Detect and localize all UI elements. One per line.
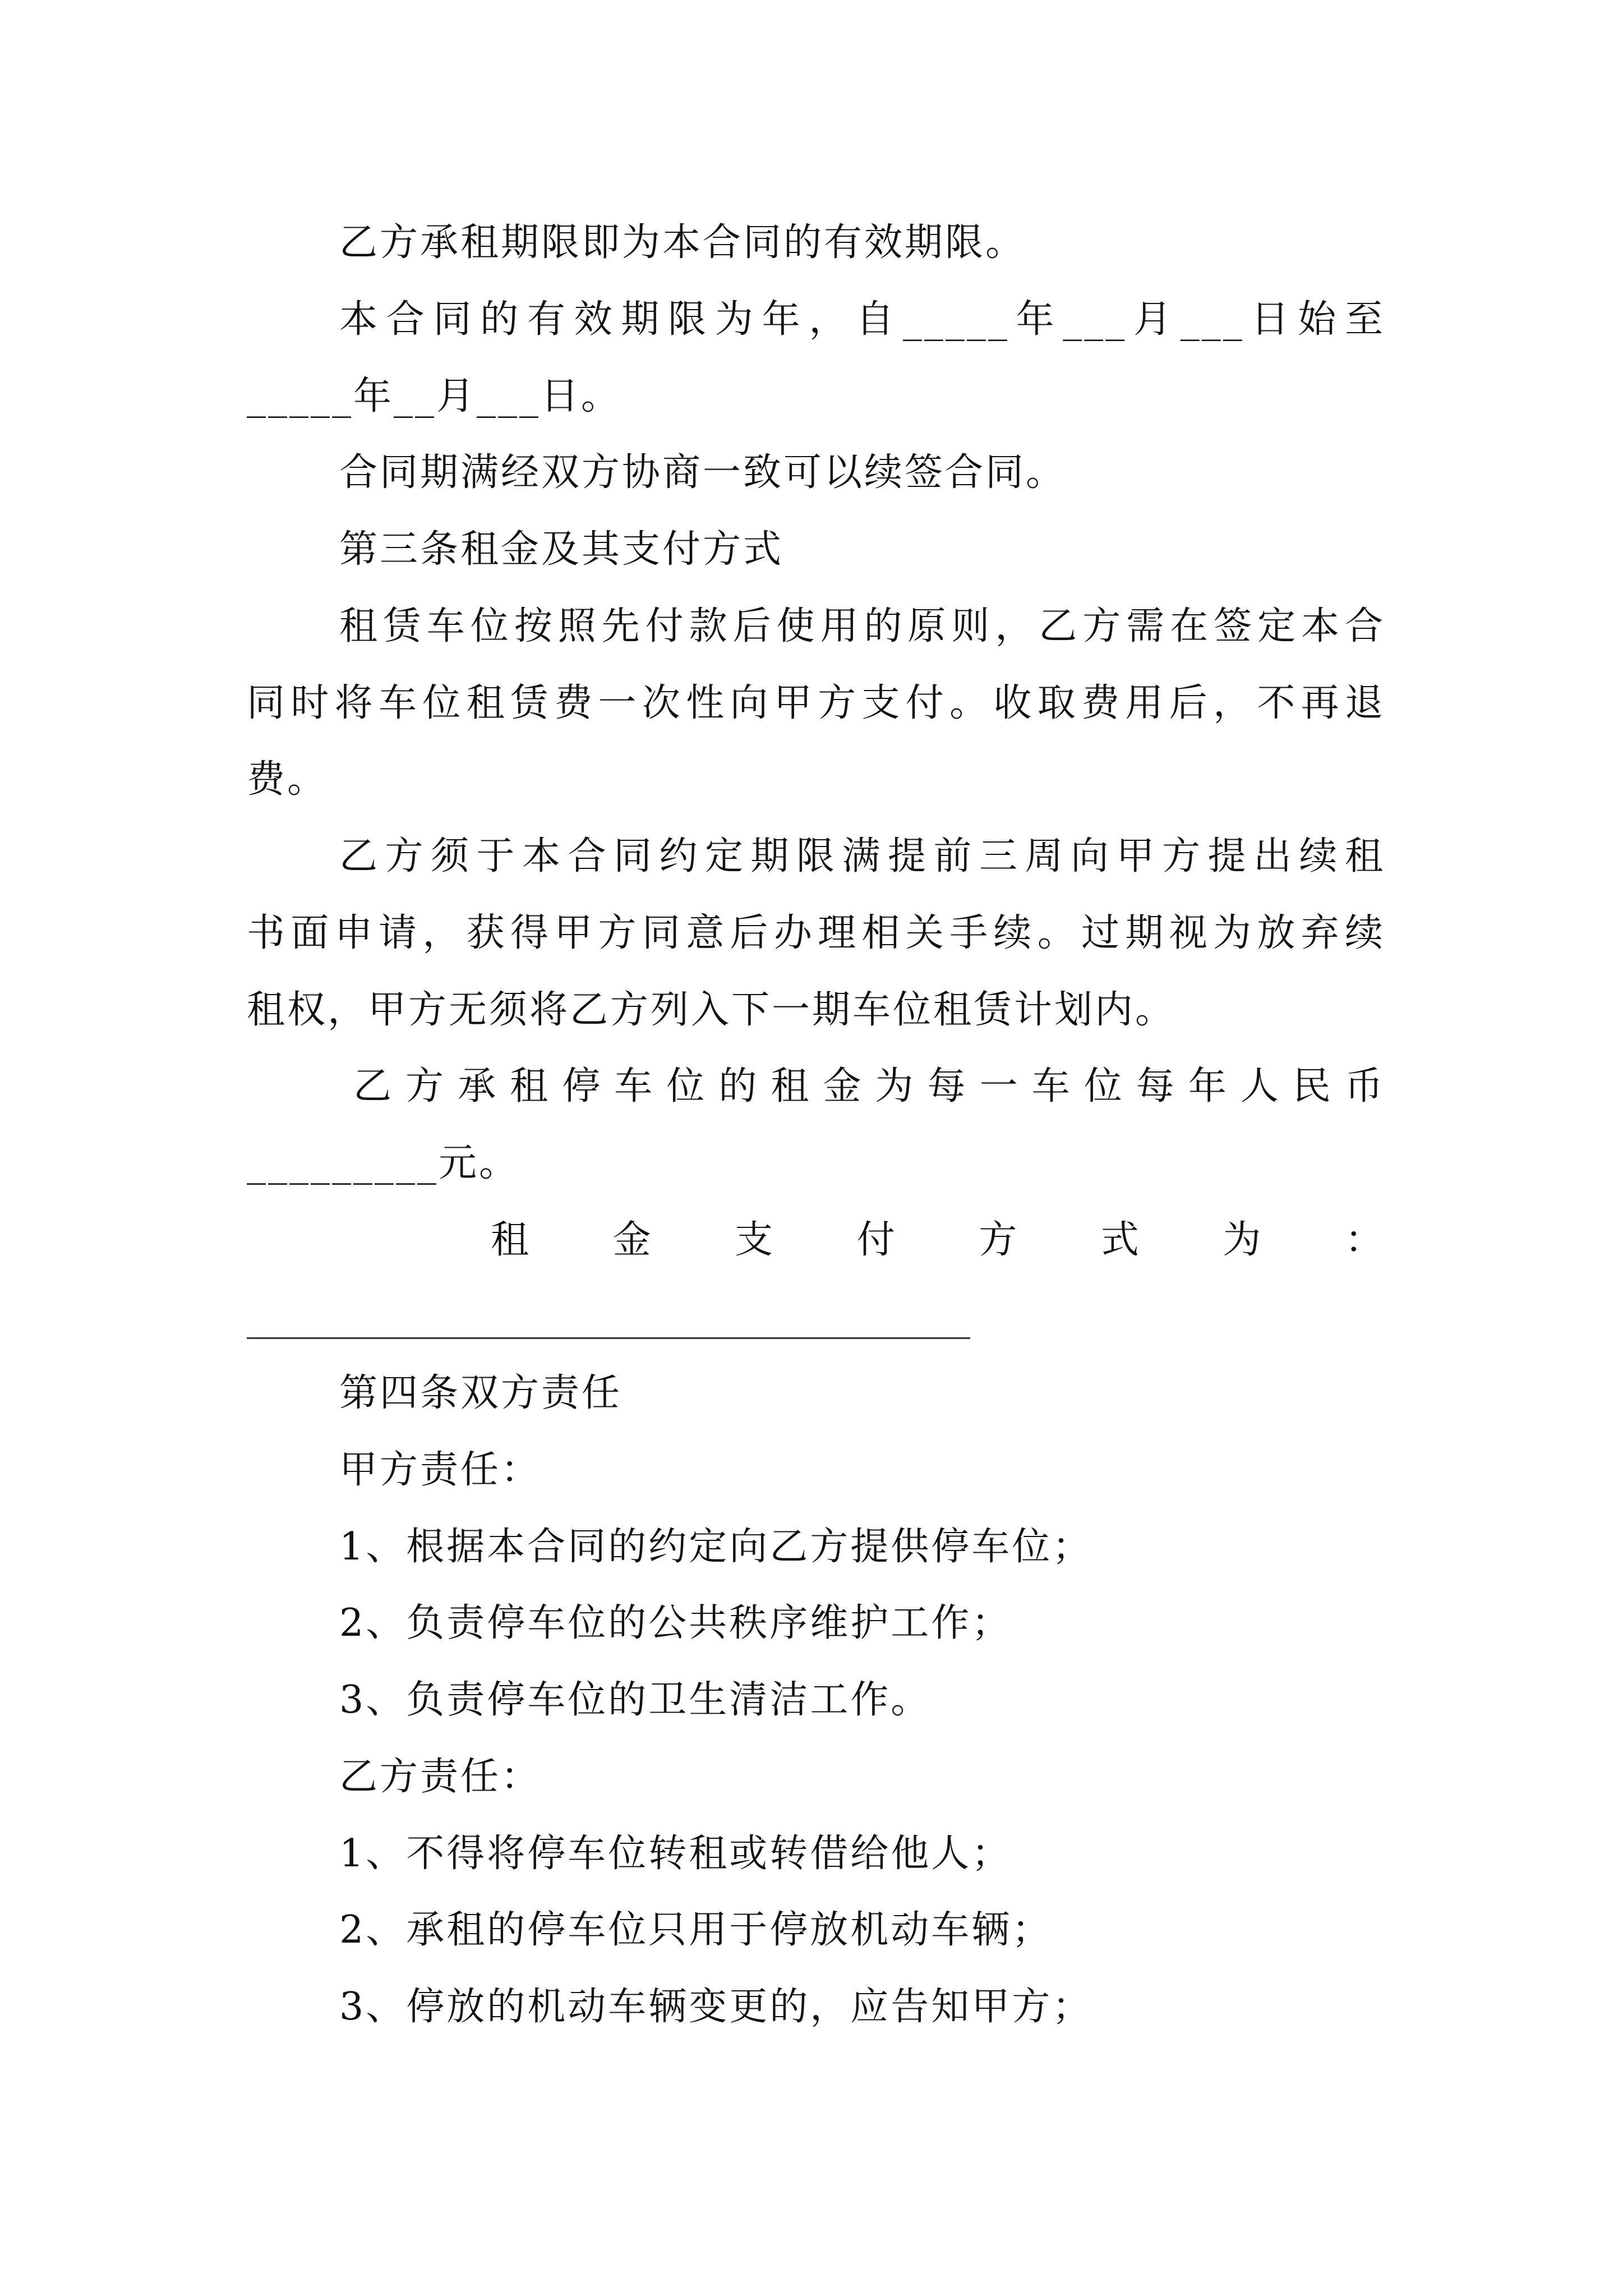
paragraph-validity-period-line1: 本合同的有效期限为年，自_____年___月___日始至 [339, 297, 1385, 342]
paragraph-payment-method: 租金支付方式为： [491, 1218, 1385, 1262]
list-item-party-b-1: 1、不得将停车位转租或转借给他人； [339, 1832, 1012, 1876]
paragraph-renewal: 合同期满经双方协商一致可以续签合同。 [339, 450, 1067, 495]
paragraph-renewal-request-line1: 乙方须于本合同约定期限满提前三周向甲方提出续租 [339, 834, 1385, 878]
heading-article-3: 第三条租金及其支付方式 [339, 527, 784, 572]
paragraph-rent-amount-line1: 乙方承租停车位的租金为每一车位每年人民币 [353, 1064, 1385, 1108]
list-item-party-a-2: 2、负责停车位的公共秩序维护工作； [339, 1601, 1012, 1645]
list-item-party-a-1: 1、根据本合同的约定向乙方提供停车位； [339, 1525, 1093, 1569]
heading-party-a-duties: 甲方责任： [339, 1448, 542, 1492]
paragraph-rent-amount-line2: _________元。 [247, 1141, 520, 1185]
heading-party-b-duties: 乙方责任： [339, 1755, 542, 1799]
paragraph-prepayment-line3: 费。 [247, 757, 328, 802]
paragraph-prepayment-line2: 同时将车位租赁费一次性向甲方支付。收取费用后，不再退 [247, 681, 1385, 725]
payment-method-blank-line [247, 1337, 970, 1339]
paragraph-renewal-request-line2: 书面申请，获得甲方同意后办理相关手续。过期视为放弃续 [247, 911, 1385, 955]
paragraph-renewal-request-line3: 租权，甲方无须将乙方列入下一期车位租赁计划内。 [247, 988, 1176, 1032]
heading-article-4: 第四条双方责任 [339, 1371, 623, 1415]
paragraph-validity-period-line2: _____年__月___日。 [247, 374, 622, 418]
list-item-party-b-2: 2、承租的停车位只用于停放机动车辆； [339, 1908, 1053, 1952]
list-item-party-a-3: 3、负责停车位的卫生清洁工作。 [339, 1678, 932, 1722]
paragraph-validity-term: 乙方承租期限即为本合同的有效期限。 [339, 220, 1026, 265]
paragraph-prepayment-line1: 租赁车位按照先付款后使用的原则，乙方需在签定本合 [339, 604, 1385, 648]
list-item-party-b-3: 3、停放的机动车辆变更的，应告知甲方； [339, 1985, 1093, 2029]
